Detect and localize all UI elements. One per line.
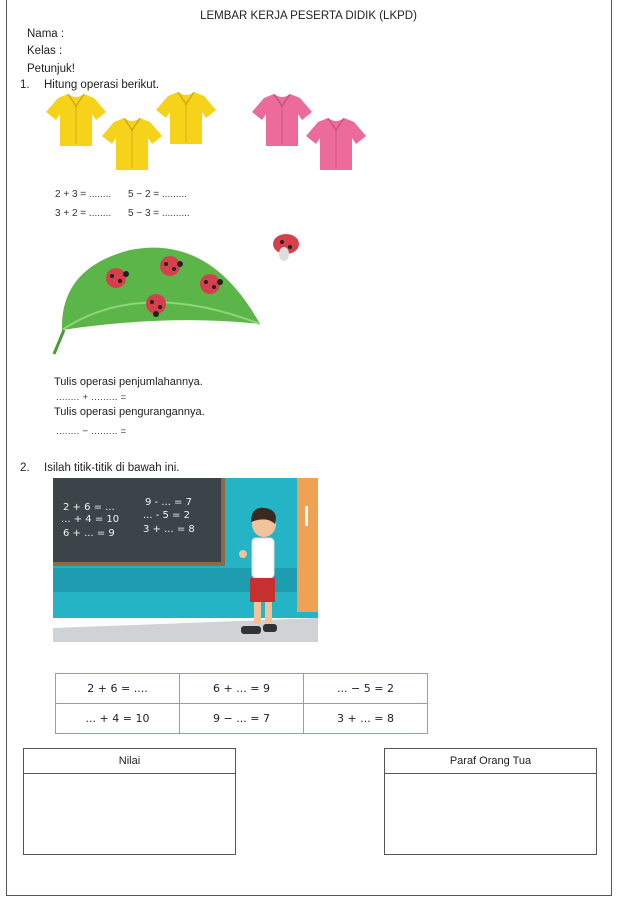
table-cell: ... − 5 = 2 — [304, 674, 428, 704]
q1-eq-4: 5 − 3 = .......... — [128, 208, 190, 219]
paraf-label: Paraf Orang Tua — [385, 749, 596, 774]
classroom-illustration — [53, 478, 318, 642]
nilai-label: Nilai — [24, 749, 235, 774]
nama-label: Nama : — [27, 28, 65, 40]
q1-eq-3: 3 + 2 = ........ — [55, 208, 112, 219]
yellow-shirt-icon — [46, 92, 216, 170]
q1-eq-2: 5 − 2 = ......... — [128, 189, 187, 200]
pink-shirt-icon — [252, 94, 366, 170]
table-cell: 3 + ... = 8 — [304, 704, 428, 734]
q1-instr-add: Tulis operasi penjumlahannya. — [54, 376, 203, 388]
chalk-eq-4: ... - 5 = 2 — [143, 510, 190, 521]
door — [297, 478, 318, 612]
q1-instr-sub: Tulis operasi pengurangannya. — [54, 406, 205, 418]
chalk-eq-5: 6 + ... = 9 — [63, 528, 115, 539]
table-cell: ... + 4 = 10 — [56, 704, 180, 734]
paraf-box — [384, 748, 597, 855]
table-cell: 6 + ... = 9 — [180, 674, 304, 704]
nilai-box — [23, 748, 236, 855]
table-row — [56, 674, 428, 704]
chalk-eq-6: 3 + ... = 8 — [143, 524, 195, 535]
leaf-ladybugs-illustration — [50, 228, 310, 358]
chalk-eq-3: ... + 4 = 10 — [61, 514, 120, 525]
chalk-eq-2: 9 - ... = 7 — [145, 497, 192, 508]
petunjuk-label: Petunjuk! — [27, 63, 75, 75]
q1-eq-1: 2 + 3 = ........ — [55, 189, 112, 200]
shirts-illustration — [40, 90, 380, 182]
page-title: LEMBAR KERJA PESERTA DIDIK (LKPD) — [200, 10, 417, 22]
table-cell: 9 − ... = 7 — [180, 704, 304, 734]
table-cell: 2 + 6 = .... — [56, 674, 180, 704]
q1-blank-add: ........ + ......... = — [56, 392, 127, 403]
answer-table — [55, 673, 428, 734]
table-row — [56, 704, 428, 734]
q1-text: Hitung operasi berikut. — [44, 79, 160, 91]
q2-number: 2. — [20, 462, 30, 474]
chalk-eq-1: 2 + 6 = ... — [63, 502, 115, 513]
q2-text: Isilah titik-titik di bawah ini. — [44, 462, 180, 474]
q1-blank-sub: ........ − ......... = — [56, 426, 127, 437]
q1-number: 1. — [20, 79, 30, 91]
kelas-label: Kelas : — [27, 45, 63, 57]
